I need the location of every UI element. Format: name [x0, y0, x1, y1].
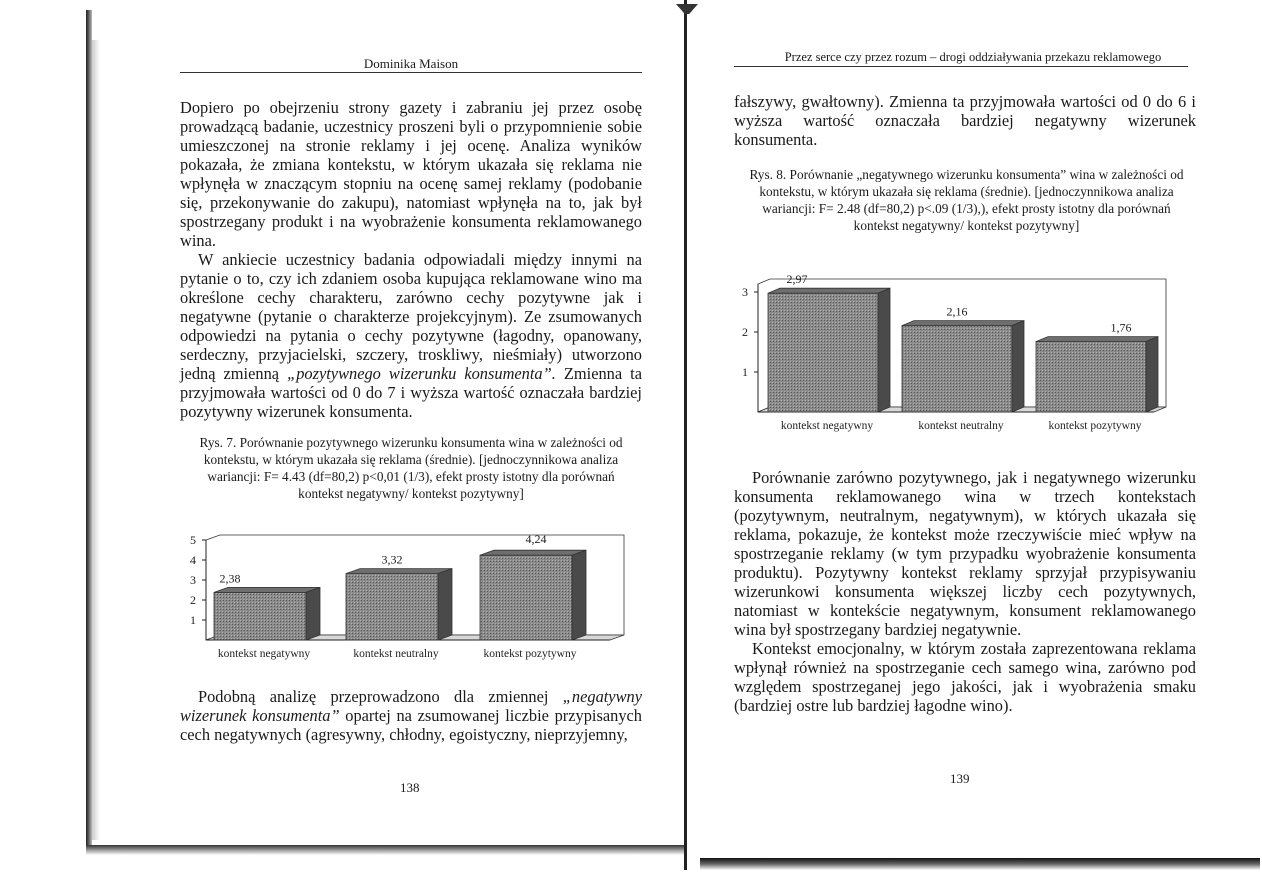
page-number-left: 138: [400, 780, 420, 795]
paragraph-4: fałszywy, gwałtowny). Zmienna ta przyjmowała wartości od 0 do 6 i wyższa wartość oznaczała bardziej negatywny wizerunek konsumenta.: [734, 92, 1196, 149]
category-label: kontekst pozytywny: [1048, 420, 1142, 432]
body-text-left-top: [180, 98, 642, 421]
data-label: 4,24: [525, 532, 547, 547]
bar: [214, 592, 306, 640]
body-text-right-bottom: [734, 468, 1196, 715]
paragraph-3: [180, 687, 642, 744]
body-text-right-top: [734, 92, 1196, 149]
y-tick-label: 2: [190, 593, 196, 607]
header-rule-right: [734, 66, 1188, 67]
category-label: kontekst neutralny: [918, 420, 1004, 432]
data-label: 2,38: [219, 571, 241, 586]
paragraph-2-end: Zmienna ta przyjmowała wartości od 0 do 7 i wyższa wartość oznaczała bardziej pozytywny wizerunek konsumenta.: [180, 364, 642, 421]
figure-8-caption: Rys. 8. Porównanie „negatywnego wizerunku konsumenta” wina w zależności od kontekstu, w którym ukazała się reklama (średnie). [jednoczynnikowa analiza wariancji: F= 2.48 (df=80,2) p<.09 (1/3),), efekt prosty istotny dla porównań kontekst negatywny/ kontekst pozytywny]: [749, 167, 1184, 233]
paragraph-2-text: W ankiecie uczestnicy badania odpowiadali między innymi na pytanie o to, czy ich zdaniem osoba kupująca reklamowane wino ma określone cechy charakteru, zarówno cechy pozytywne jak i negatywne (pytanie o charakterze projekcyjnym). Ze zsumowanych odpowiedzi na pytania o cechy pozytywne (łagodny, opanowany, serdeczny, przyjacielski, szczery, troskliwy, nieśmiały) utworzono jedną zmienną: [180, 250, 642, 383]
bar-top: [902, 321, 1024, 326]
y-tick-label: 3: [190, 573, 196, 587]
figure-8-chart: [734, 254, 1184, 444]
y-tick-label: 3: [742, 285, 748, 299]
y-tick-label: 1: [742, 365, 748, 379]
bar-top: [214, 587, 320, 592]
y-tick-label: 4: [190, 553, 196, 567]
paragraph-3-end: opartej na zsumowanej liczbie przypisanych cech negatywnych (agresywny, chłodny, egoistyczny, nieprzyjemny,: [180, 706, 642, 744]
data-label: 3,32: [381, 552, 403, 567]
paragraph-6: Kontekst emocjonalny, w którym została zaprezentowana reklama wpłynął również na spostrzeganie cech samego wina, zarówno pod względem spostrzeganej jego jakości, jak i wyobrażenia smaku (bardziej ostre lub bardziej łagodne wino).: [734, 639, 1196, 715]
category-label: kontekst negatywny: [780, 420, 874, 432]
bar-side: [1146, 337, 1158, 412]
bar-top: [480, 550, 586, 555]
bar: [1036, 342, 1146, 412]
bar: [480, 555, 572, 640]
bar-side: [438, 569, 452, 640]
category-label: kontekst pozytywny: [483, 648, 577, 660]
paragraph-2: [180, 250, 642, 421]
data-label: 1,76: [1110, 320, 1132, 335]
bar: [346, 574, 438, 640]
y-tick-label: 5: [190, 533, 196, 547]
bar-side: [572, 550, 586, 640]
header-rule-left: [180, 72, 642, 73]
bar-top: [346, 569, 452, 574]
paragraph-3-text: Podobną analizę przeprowadzono dla zmiennej: [198, 687, 563, 706]
figure-7-chart: [190, 522, 640, 672]
paragraph-3-italic: „negatywny wizerunek konsumenta”: [180, 687, 642, 725]
right-page: [688, 0, 1262, 894]
body-text-left-bottom: [180, 687, 642, 744]
bar: [902, 326, 1012, 412]
bar-top: [1036, 337, 1158, 342]
category-label: kontekst neutralny: [353, 648, 439, 660]
paragraph-5: Porównanie zarówno pozytywnego, jak i negatywnego wizerunku konsumenta reklamowanego wina w trzech kontekstach (pozytywnym, neutralnym, negatywnym), w których ukazała się reklama, pokazuje, że kontekst może rzeczywiście mieć wpływ na spostrzeganie reklamy (w tym przypadku wyobrażenie konsumenta produktu). Pozytywny kontekst reklamy sprzyjał przypisywaniu wizerunkowi konsumenta większej liczby cech pozytywnych, natomiast w kontekście negatywnym, konsument reklamowanego wina był spostrzegany bardziej negatywnie.: [734, 468, 1196, 639]
data-label: 2,16: [946, 304, 968, 319]
category-label: kontekst negatywny: [217, 648, 311, 660]
bar-side: [306, 587, 320, 640]
paragraph-1: Dopiero po obejrzeniu strony gazety i zabraniu jej przez osobę prowadzącą badanie, uczestnicy proszeni byli o przypomnienie sobie umieszczonej na stronie reklamy i jej ocenę. Analiza wyników pokazała, że zmiana kontekstu, w którym ukazała się reklama nie wpłynęła w znaczącym stopniu na ocenę samej reklamy (podobanie się, przekonywanie do zakupu), natomiast wpłynęła na to, jak był spostrzegany produkt i na wyobrażenie konsumenta reklamowanego wina.: [180, 98, 642, 250]
bar: [768, 293, 878, 412]
bar-top: [768, 288, 890, 293]
running-header-right: Przez serce czy przez rozum – drogi oddziaływania przekazu reklamowego: [784, 50, 1162, 64]
bar-side: [878, 288, 890, 412]
y-tick-label: 2: [742, 325, 748, 339]
figure-7-caption: Rys. 7. Porównanie pozytywnego wizerunku konsumenta wina w zależności od kontekstu, w którym ukazała się reklama (średnie). [jednoczynnikowa analiza wariancji: F= 4.43 (df=80,2) p<0,01 (1/3), efekt prosty istotny dla porównań kontekst negatywny/ kontekst pozytywny]: [199, 435, 623, 501]
paragraph-2-italic: „pozytywnego wizerunku konsumenta”.: [287, 364, 556, 383]
y-tick-label: 1: [190, 613, 196, 627]
running-header-left: Dominika Maison: [363, 56, 459, 71]
page-number-right: 139: [950, 771, 970, 786]
data-label: 2,97: [786, 272, 808, 287]
bar-side: [1012, 321, 1024, 412]
